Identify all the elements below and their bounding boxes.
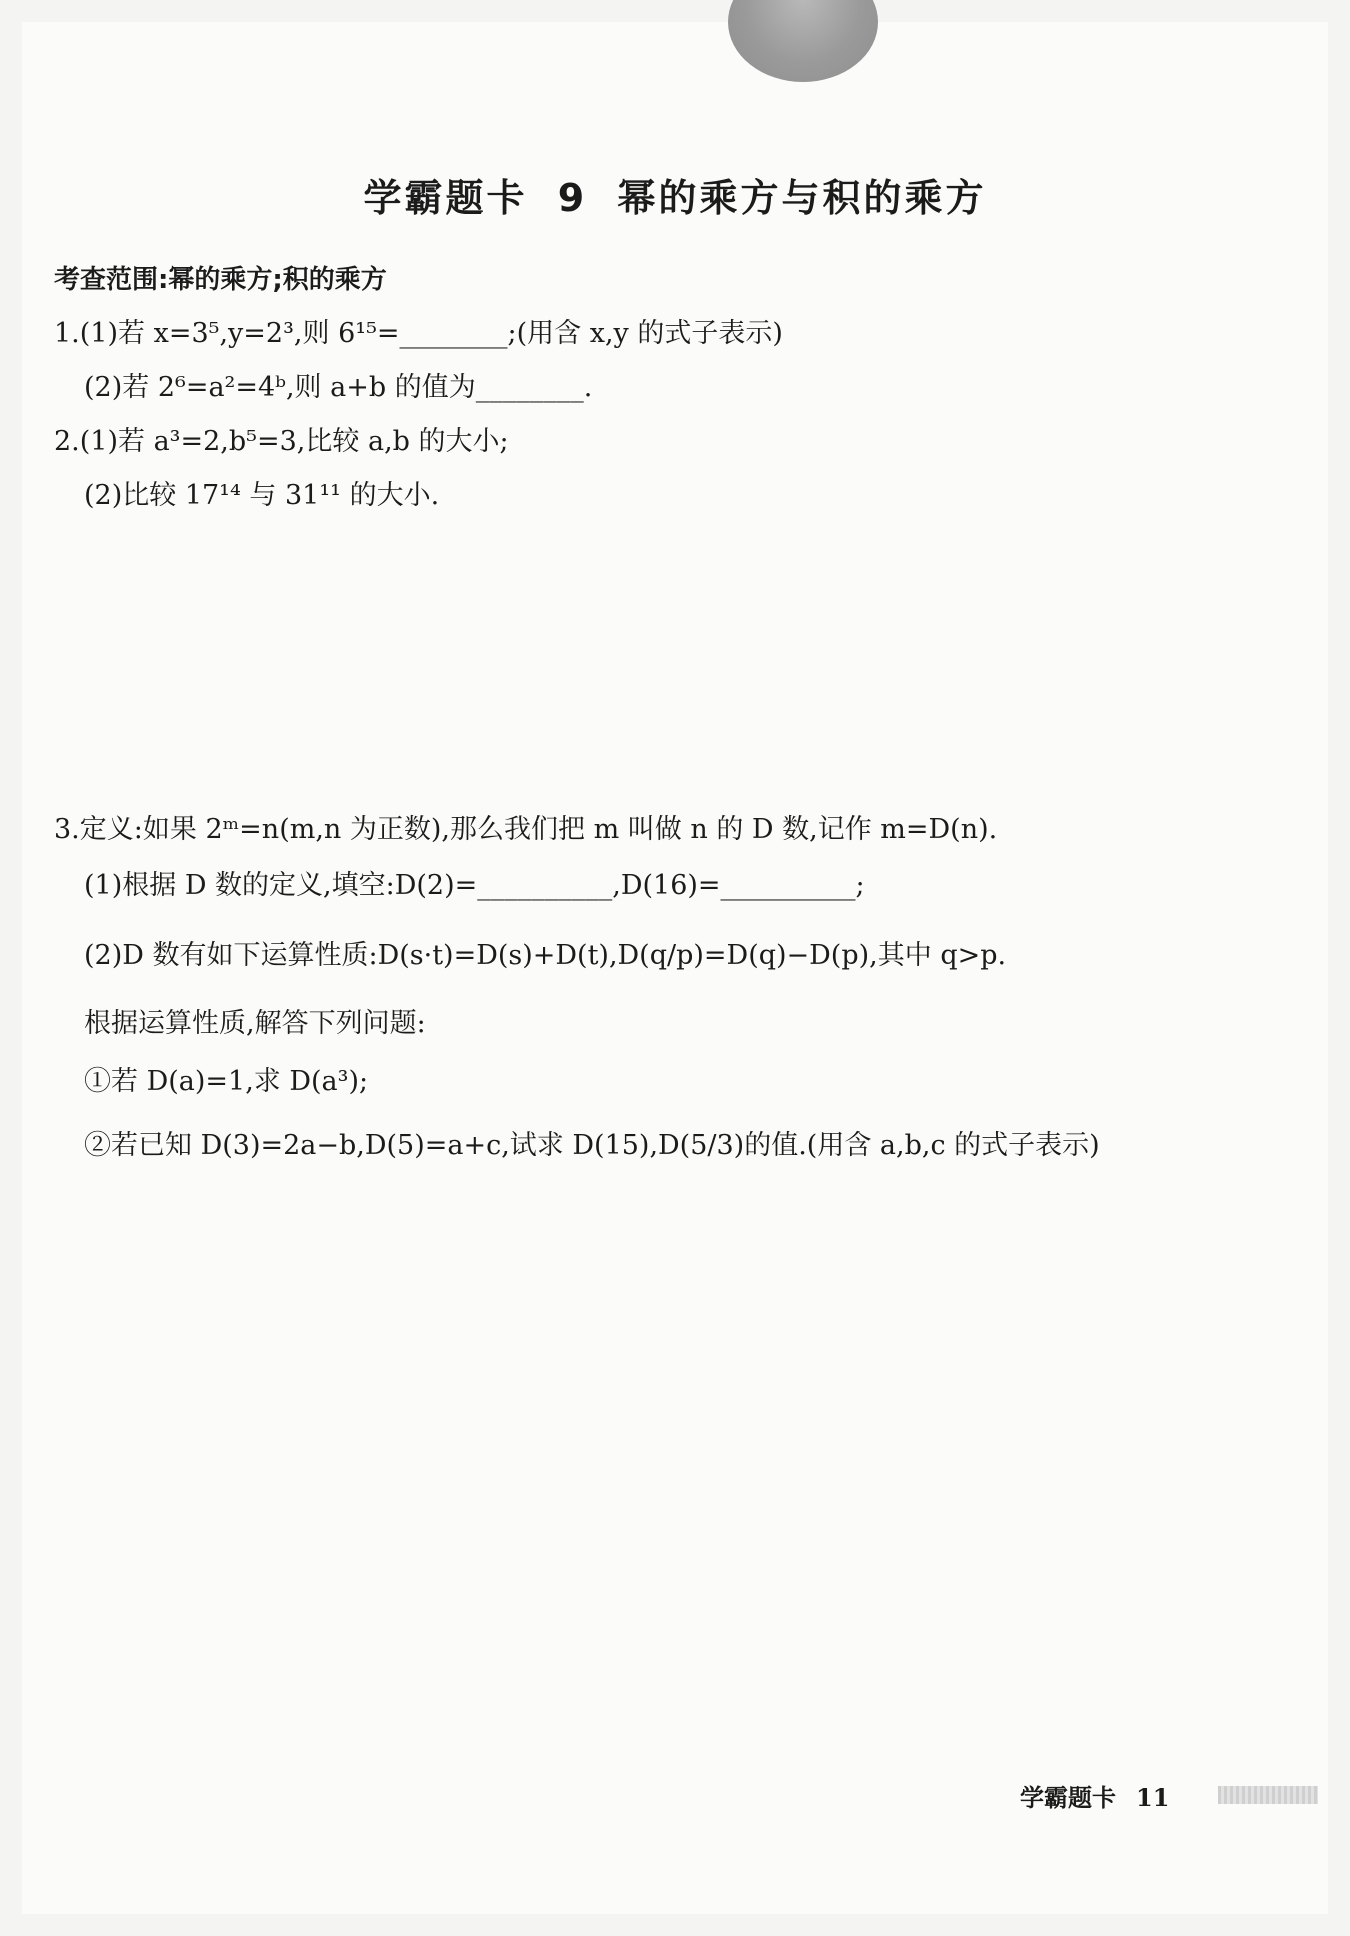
question-2-part-1: 2.(1)若 a³=2,b⁵=3,比较 a,b 的大小; [54,426,509,457]
question-3-sub-1: ①若 D(a)=1,求 D(a³); [84,1066,369,1097]
question-3-sub-2: ②若已知 D(3)=2a−b,D(5)=a+c,试求 D(15),D(5/3)的值.(用含 a,b,c 的式子表示) [84,1130,1100,1161]
question-2-part-2: (2)比较 17¹⁴ 与 31¹¹ 的大小. [84,480,440,511]
question-3-instruction: 根据运算性质,解答下列问题: [84,1008,426,1039]
question-1-part-1: 1.(1)若 x=3⁵,y=2³,则 6¹⁵=________;(用含 x,y 的式子表示) [54,318,783,349]
page-title: 学霸题卡 9 幂的乘方与积的乘方 [363,176,987,220]
binding-hole-mark [728,0,878,82]
question-3-definition: 3.定义:如果 2ᵐ=n(m,n 为正数),那么我们把 m 叫做 n 的 D 数,记作 m=D(n). [54,814,998,845]
page-footer [1020,1778,1169,1813]
question-1-part-2: (2)若 2⁶=a²=4ᵇ,则 a+b 的值为________. [84,372,593,403]
worksheet-page [22,22,1328,1914]
question-3-part-2: (2)D 数有如下运算性质:D(s·t)=D(s)+D(t),D(q/p)=D(q)−D(p),其中 q>p. [84,940,1007,971]
footer-label: 学霸题卡 [1020,1784,1116,1812]
exam-scope: 考查范围:幂的乘方;积的乘方 [54,265,387,295]
page-number: 11 [1136,1783,1170,1812]
footer-decoration [1218,1786,1318,1804]
question-3-part-1: (1)根据 D 数的定义,填空:D(2)=__________,D(16)=__________; [84,870,865,901]
